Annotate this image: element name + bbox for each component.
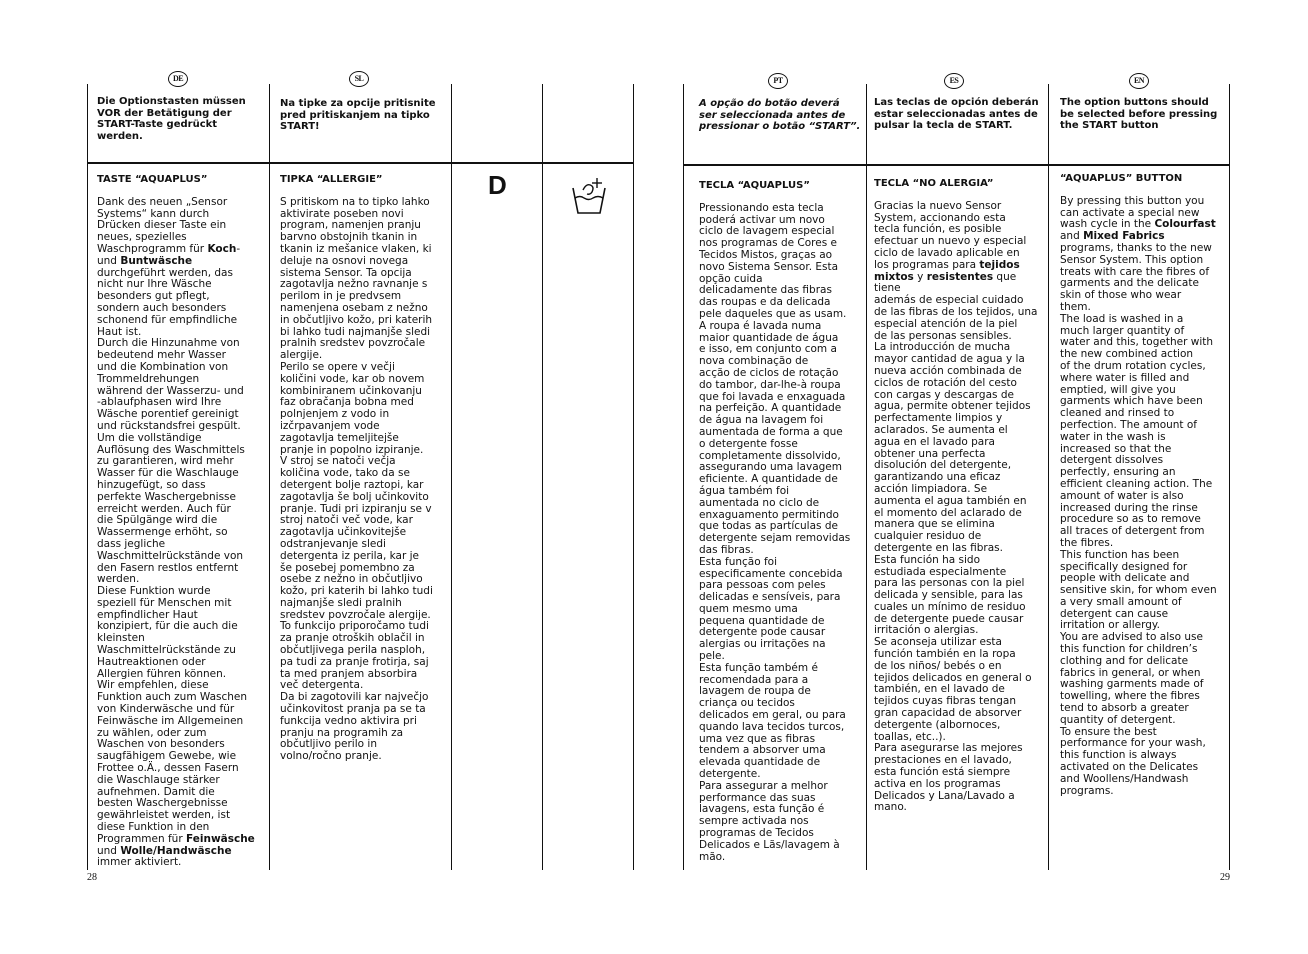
caption-en: The option buttons should be selected before pressing the START button <box>1060 97 1218 131</box>
symbol-letter: D <box>488 170 507 200</box>
language-badge-es: ES <box>944 73 964 89</box>
column-rule <box>1048 84 1049 870</box>
caption-de: Die Optionstasten müssen VOR der Betätigung der START-Taste gedrückt werden. <box>97 96 246 142</box>
column-rule <box>269 84 270 870</box>
caption-es: Las teclas de opción deberán estar seleccionadas antes de pulsar la tecla de START. <box>874 97 1039 131</box>
column-rule <box>87 84 88 870</box>
column-rule <box>866 84 867 870</box>
header-divider <box>683 164 1230 166</box>
column-en <box>1060 173 1228 797</box>
heading-sl: TIPKA “ALLERGIE” <box>280 174 383 185</box>
column-rule <box>633 84 634 870</box>
body-pt: Pressionando esta tecla poderá activar um novo ciclo de lavagem especial nos programas de Cores e Tecidos Mistos, graças ao novo Sistema Sensor. Esta opção cuida delicadamente das fibras das roupas e da delicada pele daqueles que as usam. A roupa é lavada numa maior quantidade de água e isso, em conjunto com a nova combinação de acção de ciclos de rotação do tambor, dar-lhe-à roupa que foi lavada e enxaguada na perfeição. A quantidade de água na lavagem foi aumentada de forma a que o detergente fosse completamente dissolvido, assegurando uma lavagem eficiente. A quantidade de água também foi aumentada no ciclo de enxaguamento permitindo que todas as partículas de detergente sejam removidas das fibras. Esta função foi especificamente concebida para pessoas com peles delicadas e sensíveis, para quem mesmo uma pequena quantidade de detergente pode causar alergias ou irritações na pele. Esta função também é recomendada para a lavagem de roupa de criança ou tecidos delicados em geral, ou para quando lava tecidos turcos, uma vez que as fibras tendem a absorver uma elevada quantidade de detergente. Para assegurar a melhor performance das suas lavagens, esta função é sempre activada nos programas de Tecidos Delicados e Lãs/lavagem à mão. <box>699 201 851 863</box>
column-sl <box>280 174 448 763</box>
hand-wash-plus-icon <box>571 176 607 216</box>
language-badge-sl: SL <box>349 71 369 87</box>
body-de: Dank des neuen „Sensor Systems“ kann durch Drücken dieser Taste ein neues, spezielles Waschprogramm für Koch- und Buntwäsche durchgeführt werden, das nicht nur Ihre Wäsche besonders gut pflegt, sondern auch besonders schonend für empfindliche Haut ist. Durch die Hinzunahme von bedeutend mehr Wasser und die Kombination von Trommeldrehungen während der Wasserzu- und -ablaufphasen wird Ihre Wäsche porentief gereinigt und rückstandsfrei gespült. Um die vollständige Auflösung des Waschmittels zu garantieren, wird mehr Wasser für die Waschlauge hinzugefügt, so dass perfekte Waschergebnisse erreicht werden. Auch für die Spülgänge wird die Wassermenge erhöht, so dass jegliche Waschmittelrückstände von den Fasern restlos entfernt werden. Diese Funktion wurde speziell für Menschen mit empfindlicher Haut konzipiert, für die auch die kleinsten Waschmittelrückstände zu Hautreaktionen oder Allergien führen können. Wir empfehlen, diese Funktion auch zum Waschen von Kinderwäsche und für Feinwäsche im Allgemeinen zu wählen, oder zum Waschen von besonders saugfähigem Gewebe, wie Frottee o.Ä., dessen Fasern die Waschlauge stärker aufnehmen. Damit die besten Waschergebnisse gewährleistet werden, ist diese Funktion in den Programmen für Feinwäsche und Wolle/Handwäsche immer aktiviert. <box>97 195 255 869</box>
column-rule <box>542 84 543 870</box>
language-badge-en: EN <box>1129 73 1149 89</box>
caption-pt: A opção do botão deverá ser seleccionada antes de pressionar o botão “START”. <box>699 98 861 132</box>
page-number-left: 28 <box>87 872 97 883</box>
body-sl: S pritiskom na to tipko lahko aktivirate poseben novi program, namenjen pranju barvno obstojnih tkanin in tkanin iz mešanice vlaken, ki deluje na osnovi novega sistema Sensor. Ta opcija zagotavlja nežno ravnanje s perilom in je predvsem namenjena osebam z nežno in občutljivo kožo, pri katerih bi lahko tudi najmanjše sledi pralnih sredstev povzročale alergije. Perilo se opere v večji količini vode, kar ob novem kombiniranem učinkovanju faz obračanja bobna med polnjenjem z vodo in izčrpavanjem vode zagotavlja temeljitejše pranje in popolno izpiranje. V stroj se natoči večja količina vode, tako da se detergent bolje raztopi, kar zagotavlja še bolj učinkovito pranje. Tudi pri izpiranju se v stroj natoči več vode, kar zagotavlja učinkovitejše odstranjevanje sledi detergenta iz perila, kar je še posebej pomembno za osebe z nežno in občutljivo kožo, pri katerih bi lahko tudi najmanjše sledi pralnih sredstev povzročale alergije. To funkcijo priporočamo tudi za pranje otroških oblačil in občutljivega perila nasploh, pa tudi za pranje frotirja, saj ta med pranjem absorbira več detergenta. Da bi zagotovili kar največjo učinkovitost pranja pa se ta funkcija vedno aktivira pri pranju na programih za občutljivo perilo in volno/ročno pranje. <box>280 195 433 763</box>
caption-sl: Na tipke za opcije pritisnite pred pritiskanjem na tipko START! <box>280 98 436 132</box>
column-pt <box>699 180 865 863</box>
language-badge-de: DE <box>168 71 188 87</box>
heading-en: “AQUAPLUS” BUTTON <box>1060 173 1183 184</box>
column-es <box>874 178 1046 814</box>
heading-de: TASTE “AQUAPLUS” <box>97 174 208 185</box>
column-rule <box>451 84 452 870</box>
body-es: Gracias la nuevo Sensor System, accionando esta tecla función, es posible efectuar un nuevo y especial ciclo de lavado aplicable en los programas para tejidos mixtos y resistentes que tiene además de especial cuidado de las fibras de los tejidos, una especial atención de la piel de las personas sensibles. La introducción de mucha mayor cantidad de agua y la nueva acción combinada de ciclos de rotación del cesto con cargas y descargas de agua, permite obtener tejidos perfectamente limpios y aclarados. Se aumenta el agua en el lavado para obtener una perfecta disolución del detergente, garantizando una eficaz acción limpiadora. Se aumenta el agua también en el momento del aclarado de manera que se elimina cualquier residuo de detergente en las fibras. Esta función ha sido estudiada especialmente para las personas con la piel delicada y sensible, para las cuales un mínimo de residuo de detergente puede causar irritación o alergias. Se aconseja utilizar esta función también en la ropa de los niños/ bebés o en tejidos delicados en general o también, en el lavado de tejidos cuyas fibras tengan gran capacidad de absorver detergente (albornoces, toallas, etc..). Para asegurarse las mejores prestaciones en el lavado, esta función está siempre activa en los programas Delicados y Lana/Lavado a mano. <box>874 199 1038 814</box>
heading-es: TECLA “NO ALERGIA” <box>874 178 994 189</box>
column-rule <box>1229 84 1230 870</box>
header-divider <box>87 162 634 164</box>
body-en: By pressing this button you can activate a special new wash cycle in the Colourfast and Mixed Fabrics programs, thanks to the new Sensor System. This option treats with care the fibres of garments and the delicate skin of those who wear them. The load is washed in a much larger quantity of water and this, together with the new combined action of the drum rotation cycles, where water is filled and emptied, will give you garments which have been cleaned and rinsed to perfection. The amount of water in the wash is increased so that the detergent dissolves perfectly, ensuring an efficient cleaning action. The amount of water is also increased during the rinse procedure so as to remove all traces of detergent from the fibres. This function has been specifically designed for people with delicate and sensitive skin, for whom even a very small amount of detergent can cause irritation or allergy. You are advised to also use this function for children’s clothing and for delicate fabrics in general, or when washing garments made of towelling, where the fibres tend to absorb a greater quantity of detergent. To ensure the best performance for your wash, this function is always activated on the Delicates and Woollens/Handwash programs. <box>1060 194 1217 797</box>
page-number-right: 29 <box>1220 872 1230 883</box>
column-de <box>97 174 265 869</box>
language-badge-pt: PT <box>768 73 788 89</box>
column-rule <box>683 84 684 870</box>
heading-pt: TECLA “AQUAPLUS” <box>699 180 810 191</box>
